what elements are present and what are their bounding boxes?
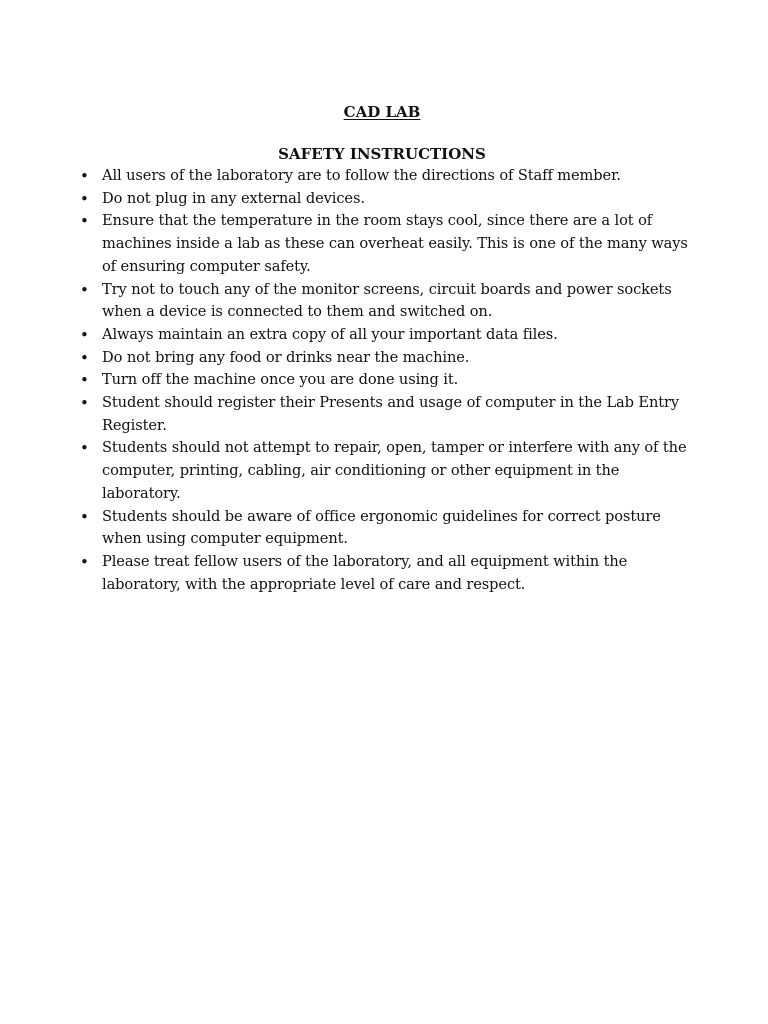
list-item-text: Student should register their Presents and usage of computer in the Lab Entry Register. — [102, 394, 680, 434]
list-item-text: Ensure that the temperature in the room stays cool, since there are a lot of machines inside a lab as these can overheat easily. This is one of the many ways of ensuring computer safety. — [102, 212, 688, 275]
bullet-icon: • — [80, 507, 89, 526]
list-item-text: Students should not attempt to repair, open, tamper or interfere with any of the computer, printing, cabling, air conditioning or other equipment in the laboratory. — [102, 439, 687, 502]
document-subtitle: SAFETY INSTRUCTIONS — [278, 145, 486, 163]
safety-instructions-list — [76, 165, 700, 596]
bullet-icon: • — [80, 348, 89, 367]
list-item-text: Turn off the machine once you are done using it. — [102, 371, 459, 389]
bullet-icon: • — [80, 439, 89, 458]
list-item — [76, 347, 700, 370]
bullet-icon: • — [80, 167, 89, 185]
bullet-icon: • — [80, 394, 89, 413]
list-item — [76, 437, 700, 505]
bullet-icon: • — [80, 552, 89, 571]
bullet-icon: • — [80, 371, 89, 390]
list-item — [76, 210, 700, 278]
document-title: CAD LAB — [343, 103, 421, 121]
bullet-icon: • — [80, 280, 89, 299]
list-item-text: Do not plug in any external devices. — [102, 189, 365, 207]
list-item-text: Do not bring any food or drinks near the machine. — [102, 348, 470, 366]
bullet-icon: • — [80, 325, 89, 344]
list-item-text: Always maintain an extra copy of all your important data files. — [102, 325, 558, 343]
list-item — [76, 188, 700, 211]
bullet-icon: • — [80, 189, 89, 208]
list-item — [76, 551, 700, 596]
bullet-icon: • — [80, 212, 89, 231]
list-item-text: Please treat fellow users of the laboratory, and all equipment within the laboratory, with the appropriate level of care and respect. — [102, 552, 628, 593]
list-item-text: Try not to touch any of the monitor screens, circuit boards and power sockets when a device is connected to them and switched on. — [102, 280, 672, 321]
list-item — [76, 165, 700, 188]
list-item — [76, 506, 700, 551]
list-item — [76, 392, 700, 437]
list-item — [76, 279, 700, 324]
list-item — [76, 324, 700, 347]
list-item-text: Students should be aware of office ergonomic guidelines for correct posture when using computer equipment. — [102, 507, 661, 548]
list-item — [76, 369, 700, 392]
list-item-text: All users of the laboratory are to follow the directions of Staff member. — [102, 167, 621, 184]
